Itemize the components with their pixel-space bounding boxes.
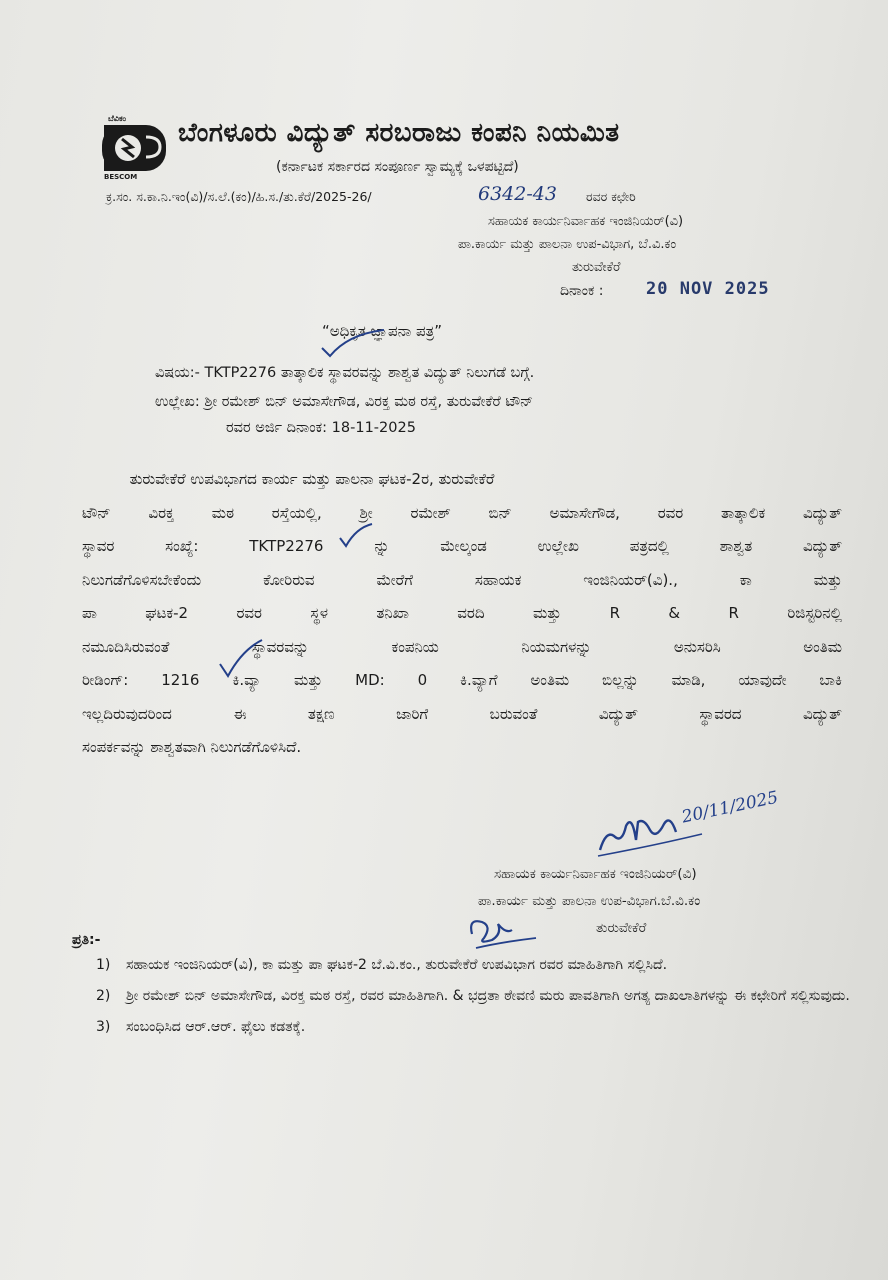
body-line-7: ರೀಡಿಂಗ್: 1216 ಕಿ.ವ್ಯಾ ಮತ್ತು MD: 0 ಕಿ.ವ್ಯಾಗೆ ಅಂತಿಮ ಬಿಲ್ಲನ್ನು ಮಾಡಿ, ಯಾವುದೇ ಬಾಕಿ <box>82 671 842 689</box>
list-item-text: ಶ್ರೀ ರಮೇಶ್ ಬಿನ್ ಅಮಾಸೇಗೌಡ, ವಿರಕ್ತ ಮಠ ರಸ್ತೆ, ರವರ ಮಾಹಿತಿಗಾಗಿ. & ಭದ್ರತಾ ಠೇವಣಿ ಮರು ಪಾವತಿಗಾಗಿ ಅಗತ್ಯ ದಾಖಲಾತಿಗಳನ್ನು ಈ ಕಛೇರಿಗೆ ಸಲ್ಲಿಸುವುದು. <box>126 988 850 1004</box>
logo-caption-bottom: BESCOM <box>104 173 138 181</box>
subject-line: ವಿಷಯ:- TKTP2276 ತಾತ್ಕಾಲಿಕ ಸ್ಥಾವರವನ್ನು ಶಾಶ್ವತ ವಿದ್ಯುತ್ ನಿಲುಗಡೆ ಬಗ್ಗೆ. <box>155 365 535 381</box>
list-item-text: ಸಂಬಂಧಿಸಿದ ಆರ್.ಆರ್. ಫೈಲು ಕಡತಕ್ಕೆ. <box>126 1019 306 1035</box>
copy-to-heading: ಪ್ರತಿ:- <box>72 932 101 948</box>
initials-icon <box>462 904 542 954</box>
application-date-line: ರವರ ಅರ್ಜಿ ದಿನಾಂಕ: 18-11-2025 <box>226 420 416 436</box>
bescom-emblem-icon <box>100 123 170 177</box>
body-line-2: ಟೌನ್ ವಿರಕ್ತ ಮಠ ರಸ್ತೆಯಲ್ಲಿ, ಶ್ರೀ ರಮೇಶ್ ಬಿನ್ ಅಮಾಸೇಗೌಡ, ರವರ ತಾತ್ಕಾಲಿಕ ವಿದ್ಯುತ್ <box>82 503 842 522</box>
body-line-8: ಇಲ್ಲದಿರುವುದರಿಂದ ಈ ತಕ್ಷಣ ಜಾರಿಗೆ ಬರುವಂತೆ ವಿದ್ಯುತ್ ಸ್ಥಾವರದ ವಿದ್ಯುತ್ <box>82 704 842 723</box>
company-subtitle: (ಕರ್ನಾಟಕ ಸರ್ಕಾರದ ಸಂಪೂರ್ಣ ಸ್ವಾಮ್ಯಕ್ಕೆ ಒಳಪಟ್ಟಿದೆ) <box>276 159 519 175</box>
list-item <box>96 983 856 1010</box>
logo-caption-top: ಬೆವಿಕಂ <box>108 114 127 123</box>
list-item-number: 3) <box>96 1019 111 1035</box>
list-item <box>96 1014 856 1041</box>
body-line-1: ತುರುವೇಕೆರೆ ಉಪವಿಭಾಗದ ಕಾರ್ಯ ಮತ್ತು ಪಾಲನಾ ಘಟಕ-2ರ, ತುರುವೇಕೆರೆ <box>82 470 495 488</box>
body-line-5: ಪಾ ಘಟಕ-2 ರವರ ಸ್ಥಳ ತನಿಖಾ ವರದಿ ಮತ್ತು R & R ರಿಜಿಸ್ಟರಿನಲ್ಲಿ <box>82 604 842 622</box>
tick-mark-icon <box>336 520 376 550</box>
signature-date: 20/11/2025 <box>680 787 781 828</box>
company-name: ಬೆಂಗಳೂರು ವಿದ್ಯುತ್ ಸರಬರಾಜು ಕಂಪನಿ ನಿಯಮಿತ <box>178 118 620 148</box>
reference-number-prefix: ಕ್ರ.ಸಂ. ಸ.ಕಾ.ನಿ.ಇಂ(ವಿ)/ಸ.ಲೆ.(ಕಂ)/ಹಿ.ಸ./ತು.ಕೆರೆ/2025-26/ <box>106 189 372 204</box>
bescom-logo <box>100 114 170 182</box>
memo-title: “ಅಧಿಕೃತ ಜ್ಞಾಪನಾ ಪತ್ರ” <box>322 322 443 340</box>
body-paragraph <box>82 470 842 772</box>
reference-suffix: ರವರ ಕಛೇರಿ <box>586 189 636 204</box>
list-item-text: ಸಹಾಯಕ ಇಂಜಿನಿಯರ್(ವಿ), ಕಾ ಮತ್ತು ಪಾ ಘಟಕ-2 ಬೆ.ವಿ.ಕಂ., ತುರುವೇಕೆರೆ ಉಪವಿಭಾಗ ರವರ ಮಾಹಿತಿಗಾಗಿ ಸಲ್ಲಿಸಿದೆ. <box>126 957 668 973</box>
tick-mark-icon <box>318 326 388 360</box>
list-item-number: 1) <box>96 957 111 973</box>
signatory-location: ತುರುವೇಕೆರೆ <box>596 920 647 936</box>
signatory-designation: ಸಹಾಯಕ ಕಾರ್ಯನಿರ್ವಾಹಕ ಇಂಜಿನಿಯರ್(ವಿ) <box>494 866 697 882</box>
body-line-3: ಸ್ಥಾವರ ಸಂಖ್ಯೆ: TKTP2276 ನ್ನು ಮೇಲ್ಕಂಡ ಉಲ್ಲೇಖ ಪತ್ರದಲ್ಲಿ ಶಾಶ್ವತ ವಿದ್ಯುತ್ <box>82 537 842 555</box>
list-item-number: 2) <box>96 988 111 1004</box>
date-stamp: 20 NOV 2025 <box>646 279 770 299</box>
date-label: ದಿನಾಂಕ : <box>560 283 604 299</box>
tick-mark-icon <box>216 636 266 680</box>
office-line-3: ತುರುವೇಕೆರೆ <box>572 260 621 275</box>
office-line-2: ಪಾ.ಕಾರ್ಯ ಮತ್ತು ಪಾಲನಾ ಉಪ-ವಿಭಾಗ, ಬೆ.ವಿ.ಕಂ <box>458 237 677 252</box>
handwritten-reference-number: 6342-43 <box>478 183 557 205</box>
body-line-4: ನಿಲುಗಡೆಗೊಳಿಸಬೇಕೆಂದು ಕೋರಿರುವ ಮೇರೆಗೆ ಸಹಾಯಕ ಇಂಜಿನಿಯರ್(ವಿ)., ಕಾ ಮತ್ತು <box>82 570 842 589</box>
list-item <box>96 952 856 979</box>
reference-line: ಉಲ್ಲೇಖ: ಶ್ರೀ ರಮೇಶ್ ಬಿನ್ ಅಮಾಸೇಗೌಡ, ವಿರಕ್ತ ಮಠ ರಸ್ತೆ, ತುರುವೇಕೆರೆ ಟೌನ್ <box>155 394 534 410</box>
body-line-9: ಸಂಪರ್ಕವನ್ನು ಶಾಶ್ವತವಾಗಿ ನಿಲುಗಡೆಗೊಳಿಸಿದೆ. <box>82 738 302 756</box>
body-line-6: ನಮೂದಿಸಿರುವಂತೆ ಸ್ಥಾವರವನ್ನು ಕಂಪನಿಯ ನಿಯಮಗಳನ್ನು ಅನುಸರಿಸಿ ಅಂತಿಮ <box>82 637 842 656</box>
signatory-office: ಪಾ.ಕಾರ್ಯ ಮತ್ತು ಪಾಲನಾ ಉಪ-ವಿಭಾಗ.ಬೆ.ವಿ.ಕಂ <box>478 893 701 909</box>
copy-to-list <box>96 952 856 1045</box>
office-line-1: ಸಹಾಯಕ ಕಾರ್ಯನಿರ್ವಾಹಕ ಇಂಜಿನಿಯರ್(ವಿ) <box>488 214 684 229</box>
